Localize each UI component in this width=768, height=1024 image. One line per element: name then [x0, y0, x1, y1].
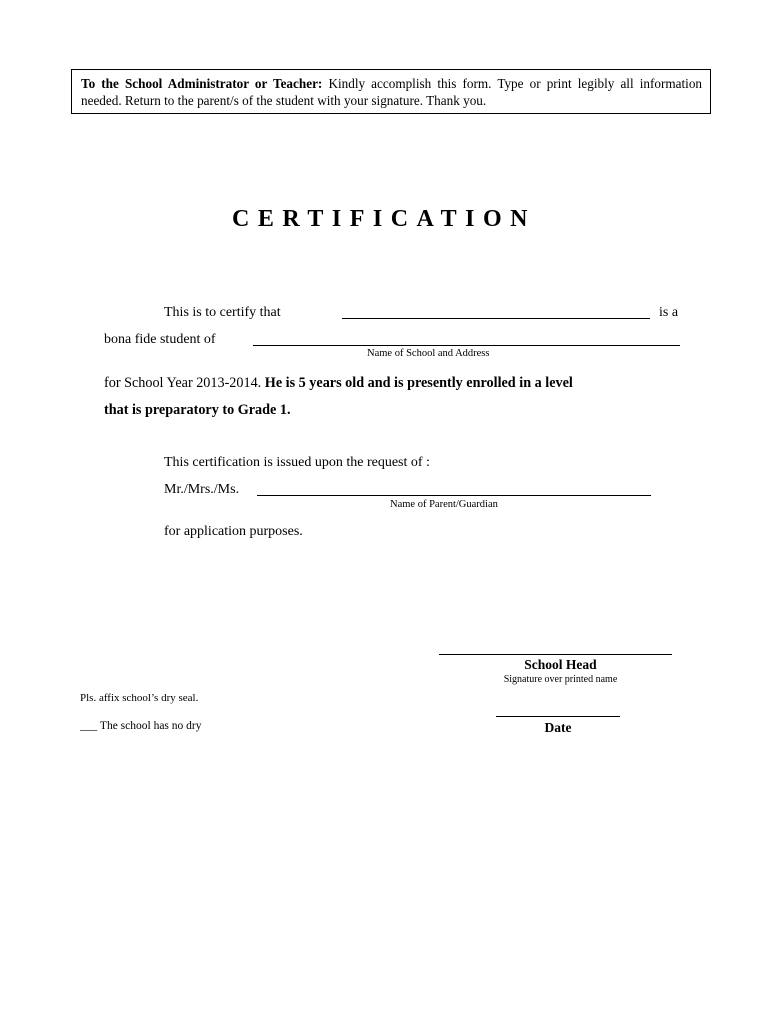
- school-year-line: [104, 374, 573, 392]
- certify-intro: This is to certify that: [164, 305, 281, 320]
- school-caption: Name of School and Address: [367, 348, 490, 359]
- age-statement: He is 5 years old and is presently enrolled in a level: [264, 375, 573, 391]
- school-head-label: School Head: [524, 657, 597, 672]
- student-name-field[interactable]: [342, 318, 650, 319]
- salutation: Mr./Mrs./Ms.: [164, 482, 240, 497]
- grade-statement: that is preparatory to Grade 1.: [104, 402, 291, 418]
- date-field[interactable]: [496, 716, 620, 717]
- instruction-notice: [71, 69, 711, 114]
- request-text: This certification is issued upon the request of :: [164, 455, 430, 470]
- signature-caption: Signature over printed name: [503, 674, 618, 685]
- seal-instruction: Pls. affix school’s dry seal.: [80, 692, 199, 704]
- parent-name-field[interactable]: [257, 495, 651, 496]
- parent-caption: Name of Parent/Guardian: [390, 499, 498, 510]
- no-seal-label: The school has no dry: [99, 720, 202, 732]
- school-year-text: for School Year 2013-2014.: [104, 375, 262, 391]
- date-label: Date: [544, 720, 572, 735]
- certify-is-a: is a: [659, 305, 679, 320]
- no-seal-checkbox[interactable]: ___: [80, 720, 98, 732]
- notice-text: Kindly accomplish this form. Type or print legibly all information needed. Return to the parent/s of the student with your signature. Thank you.: [81, 76, 703, 108]
- purpose-text: for application purposes.: [164, 524, 303, 539]
- signature-field[interactable]: [439, 654, 672, 655]
- no-seal-option: [80, 720, 202, 732]
- school-name-field[interactable]: [253, 345, 680, 346]
- notice-lead: To the School Administrator or Teacher:: [81, 76, 323, 91]
- bona-fide-label: bona fide student of: [104, 332, 216, 347]
- page-title: CERTIFICATION: [232, 206, 536, 232]
